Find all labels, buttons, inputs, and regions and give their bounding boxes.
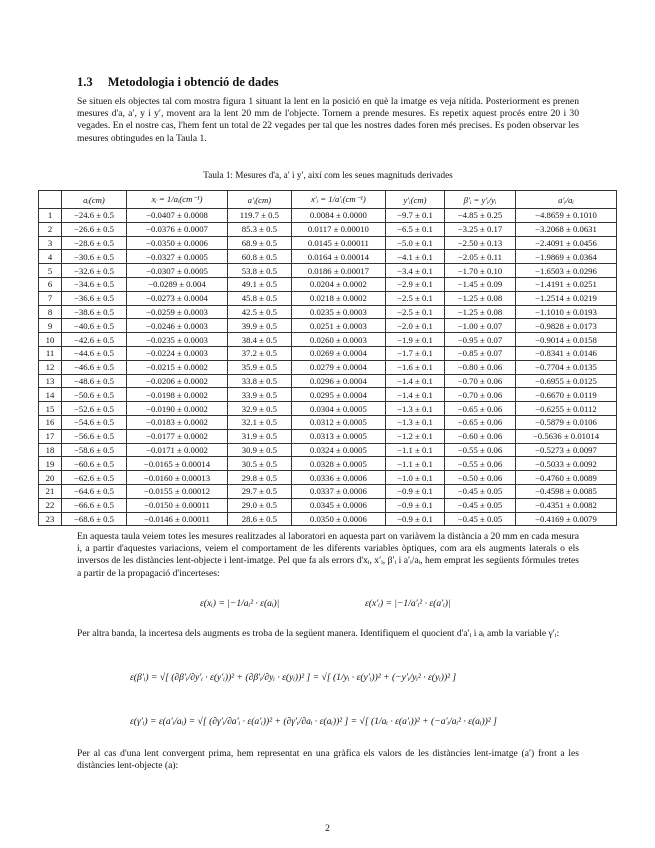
- table-cell: −1.70 ± 0.10: [444, 264, 515, 278]
- table-row: [39, 388, 617, 402]
- row-index-cell: 20: [39, 471, 62, 485]
- table-cell: 0.0279 ± 0.0004: [291, 360, 385, 374]
- table-cell: −0.55 ± 0.06: [444, 457, 515, 471]
- table-row: [39, 346, 617, 360]
- row-index-cell: 7: [39, 291, 62, 305]
- table-cell: −4.8659 ± 0.1010: [515, 209, 616, 223]
- table-cell: 0.0312 ± 0.0005: [291, 415, 385, 429]
- table-cell: −0.0160 ± 0.00013: [127, 471, 228, 485]
- table-cell: −0.9014 ± 0.0158: [515, 333, 616, 347]
- table-cell: −0.9828 ± 0.0173: [515, 319, 616, 333]
- table-cell: −2.4091 ± 0.0456: [515, 236, 616, 250]
- section-heading: [77, 75, 279, 90]
- table-cell: 85.3 ± 0.5: [227, 222, 291, 236]
- table-cell: −0.0407 ± 0.0008: [127, 209, 228, 223]
- table-row: [39, 484, 617, 498]
- table-cell: 33.9 ± 0.5: [227, 388, 291, 402]
- table-cell: −1.4191 ± 0.0251: [515, 277, 616, 291]
- table-cell: −0.7704 ± 0.0135: [515, 360, 616, 374]
- table-cell: −24.6 ± 0.5: [62, 209, 127, 223]
- table-header-row: [39, 191, 617, 209]
- table-cell: −4.1 ± 0.1: [385, 250, 444, 264]
- table-cell: −1.0 ± 0.1: [385, 471, 444, 485]
- row-index-cell: 9: [39, 319, 62, 333]
- table-cell: −2.50 ± 0.13: [444, 236, 515, 250]
- row-index-cell: 2: [39, 222, 62, 236]
- page-number: 2: [325, 823, 330, 834]
- table-cell: −0.6255 ± 0.0112: [515, 402, 616, 416]
- column-header: xᵢ = 1/aᵢ(cm⁻¹): [127, 191, 228, 209]
- table-cell: −1.25 ± 0.08: [444, 305, 515, 319]
- row-index-cell: 22: [39, 498, 62, 512]
- table-cell: −0.65 ± 0.06: [444, 415, 515, 429]
- row-index-cell: 8: [39, 305, 62, 319]
- table-cell: −2.5 ± 0.1: [385, 291, 444, 305]
- section-number: 1.3: [77, 75, 93, 89]
- table-cell: 0.0324 ± 0.0005: [291, 443, 385, 457]
- table-cell: 30.9 ± 0.5: [227, 443, 291, 457]
- table-cell: 28.6 ± 0.5: [227, 512, 291, 526]
- table-cell: −0.0155 ± 0.00012: [127, 484, 228, 498]
- table-cell: −34.6 ± 0.5: [62, 277, 127, 291]
- table-cell: −2.05 ± 0.11: [444, 250, 515, 264]
- table-cell: −1.1 ± 0.1: [385, 443, 444, 457]
- table-cell: 119.7 ± 0.5: [227, 209, 291, 223]
- table-row: [39, 512, 617, 526]
- table-cell: −1.00 ± 0.07: [444, 319, 515, 333]
- table-cell: −2.5 ± 0.1: [385, 305, 444, 319]
- table-cell: −0.5273 ± 0.0097: [515, 443, 616, 457]
- table-row: [39, 333, 617, 347]
- table-cell: −0.6670 ± 0.0119: [515, 388, 616, 402]
- row-index-cell: 4: [39, 250, 62, 264]
- row-index-cell: 23: [39, 512, 62, 526]
- table-cell: −3.25 ± 0.17: [444, 222, 515, 236]
- table-cell: −3.4 ± 0.1: [385, 264, 444, 278]
- table-cell: −46.6 ± 0.5: [62, 360, 127, 374]
- row-index-cell: 3: [39, 236, 62, 250]
- table-cell: −0.45 ± 0.05: [444, 498, 515, 512]
- table-cell: −0.0165 ± 0.00014: [127, 457, 228, 471]
- table-cell: −1.25 ± 0.08: [444, 291, 515, 305]
- column-header: a′ᵢ(cm): [227, 191, 291, 209]
- table-cell: −0.0177 ± 0.0002: [127, 429, 228, 443]
- table-cell: −1.1 ± 0.1: [385, 457, 444, 471]
- table-cell: −0.0183 ± 0.0002: [127, 415, 228, 429]
- table-cell: −40.6 ± 0.5: [62, 319, 127, 333]
- table-cell: −68.6 ± 0.5: [62, 512, 127, 526]
- table-cell: −32.6 ± 0.5: [62, 264, 127, 278]
- table-cell: −0.0259 ± 0.0003: [127, 305, 228, 319]
- intro-paragraph: Se situen els objectes tal com mostra figura 1 situant la lent en la posició en què la imatge es veja nítida. Posteriorment es prenen mesures d'a, a′, y i y′, movent ara la lent 20 mm de l'objecte. Tornem a prende mesures. Es repetix aquest procés entre 20 i 30 vegades. En el nostre cas, l'hem fent un total de 22 vegades per tal que les nostres dades foren més precises. Es poden observar les mesures obtingudes en la Taula 1.: [77, 96, 579, 144]
- table-cell: −0.60 ± 0.06: [444, 429, 515, 443]
- table-row: [39, 277, 617, 291]
- table-cell: 35.9 ± 0.5: [227, 360, 291, 374]
- table-cell: −0.0215 ± 0.0002: [127, 360, 228, 374]
- table-cell: 60.8 ± 0.5: [227, 250, 291, 264]
- formula-error-gamma: ε(γ′ᵢ) = ε(a′ᵢ/aᵢ) = √[ (∂γ′ᵢ/∂a′ᵢ · ε(a′ᵢ))² + (∂γ′ᵢ/∂aᵢ · ε(aᵢ))² ] = √[ (1/aᵢ · ε(a′ᵢ))² + (−a′ᵢ/aᵢ² · ε(aᵢ))² ]: [130, 716, 497, 727]
- table-cell: 0.0304 ± 0.0005: [291, 402, 385, 416]
- table-cell: 29.8 ± 0.5: [227, 471, 291, 485]
- table-cell: −36.6 ± 0.5: [62, 291, 127, 305]
- table-row: [39, 471, 617, 485]
- measurements-table: [38, 190, 617, 526]
- table-row: [39, 209, 617, 223]
- table-cell: 0.0084 ± 0.0000: [291, 209, 385, 223]
- table-cell: −0.0307 ± 0.0005: [127, 264, 228, 278]
- table-cell: −0.9 ± 0.1: [385, 498, 444, 512]
- table-cell: −0.0246 ± 0.0003: [127, 319, 228, 333]
- row-index-cell: 21: [39, 484, 62, 498]
- table-cell: −0.0190 ± 0.0002: [127, 402, 228, 416]
- table-cell: −30.6 ± 0.5: [62, 250, 127, 264]
- row-index-cell: 11: [39, 346, 62, 360]
- table-cell: −0.45 ± 0.05: [444, 512, 515, 526]
- table-cell: −42.6 ± 0.5: [62, 333, 127, 347]
- table-cell: −26.6 ± 0.5: [62, 222, 127, 236]
- graph-paragraph: Per al cas d'una lent convergent prima, hem representat en una gràfica els valors de les distàncies lent-imatge (a′) front a les distàncies lent-objecte (a):: [77, 748, 579, 772]
- table-cell: −2.9 ± 0.1: [385, 277, 444, 291]
- row-index-cell: 19: [39, 457, 62, 471]
- table-cell: 49.1 ± 0.5: [227, 277, 291, 291]
- table-cell: −0.55 ± 0.06: [444, 443, 515, 457]
- table-cell: −58.6 ± 0.5: [62, 443, 127, 457]
- table-cell: 0.0336 ± 0.0006: [291, 471, 385, 485]
- row-index-cell: 15: [39, 402, 62, 416]
- table-cell: −0.9 ± 0.1: [385, 484, 444, 498]
- table-cell: −1.3 ± 0.1: [385, 415, 444, 429]
- table-cell: −0.4351 ± 0.0082: [515, 498, 616, 512]
- table-row: [39, 415, 617, 429]
- table-row: [39, 319, 617, 333]
- row-index-cell: 13: [39, 374, 62, 388]
- column-header: a′ᵢ/aᵢ: [515, 191, 616, 209]
- table-cell: −4.85 ± 0.25: [444, 209, 515, 223]
- table-cell: −1.45 ± 0.09: [444, 277, 515, 291]
- table-cell: −54.6 ± 0.5: [62, 415, 127, 429]
- table-cell: 0.0328 ± 0.0005: [291, 457, 385, 471]
- table-cell: −0.50 ± 0.06: [444, 471, 515, 485]
- table-cell: −0.70 ± 0.06: [444, 374, 515, 388]
- table-cell: 0.0337 ± 0.0006: [291, 484, 385, 498]
- table-cell: −3.2068 ± 0.0631: [515, 222, 616, 236]
- table-cell: 37.2 ± 0.5: [227, 346, 291, 360]
- table-cell: −1.3 ± 0.1: [385, 402, 444, 416]
- table-row: [39, 374, 617, 388]
- table-cell: 0.0269 ± 0.0004: [291, 346, 385, 360]
- table-cell: 0.0345 ± 0.0006: [291, 498, 385, 512]
- table-cell: −1.9 ± 0.1: [385, 333, 444, 347]
- table-row: [39, 264, 617, 278]
- table-cell: −1.4 ± 0.1: [385, 374, 444, 388]
- section-title-text: Metodologia i obtenció de dades: [107, 75, 279, 89]
- table-cell: −0.0198 ± 0.0002: [127, 388, 228, 402]
- table-cell: −0.0150 ± 0.00011: [127, 498, 228, 512]
- row-index-cell: 5: [39, 264, 62, 278]
- table-cell: −0.4169 ± 0.0079: [515, 512, 616, 526]
- table-cell: 0.0164 ± 0.00014: [291, 250, 385, 264]
- table-row: [39, 250, 617, 264]
- table-cell: −0.0224 ± 0.0003: [127, 346, 228, 360]
- table-row: [39, 291, 617, 305]
- table-cell: −0.80 ± 0.06: [444, 360, 515, 374]
- table-cell: −28.6 ± 0.5: [62, 236, 127, 250]
- table-cell: 0.0260 ± 0.0003: [291, 333, 385, 347]
- table-cell: −1.6503 ± 0.0296: [515, 264, 616, 278]
- table-cell: −0.5033 ± 0.0092: [515, 457, 616, 471]
- augments-paragraph: Per altra banda, la incertesa dels augments es troba de la següent manera. Identifiquem el quocient d'a′ᵢ i aᵢ amb la variable γ′ᵢ:: [77, 628, 560, 639]
- formula-error-beta: ε(β′ᵢ) = √[ (∂β′ᵢ/∂y′ᵢ · ε(y′ᵢ))² + (∂β′ᵢ/∂yᵢ · ε(yᵢ))² ] = √[ (1/yᵢ · ε(y′ᵢ))² + (−y′ᵢ/yᵢ² · ε(yᵢ))² ]: [130, 672, 457, 683]
- table-cell: −0.70 ± 0.06: [444, 388, 515, 402]
- table-row: [39, 236, 617, 250]
- table-cell: −0.0171 ± 0.0002: [127, 443, 228, 457]
- table-cell: −2.0 ± 0.1: [385, 319, 444, 333]
- table-cell: −0.9 ± 0.1: [385, 512, 444, 526]
- table-cell: 42.5 ± 0.5: [227, 305, 291, 319]
- table-cell: −0.0146 ± 0.00011: [127, 512, 228, 526]
- row-index-cell: 18: [39, 443, 62, 457]
- table-cell: 0.0350 ± 0.0006: [291, 512, 385, 526]
- table-cell: −64.6 ± 0.5: [62, 484, 127, 498]
- table-row: [39, 305, 617, 319]
- table-cell: −60.6 ± 0.5: [62, 457, 127, 471]
- table-cell: −50.6 ± 0.5: [62, 388, 127, 402]
- table-cell: −1.2 ± 0.1: [385, 429, 444, 443]
- table-cell: −0.0376 ± 0.0007: [127, 222, 228, 236]
- table-cell: 0.0204 ± 0.0002: [291, 277, 385, 291]
- table-cell: 33.8 ± 0.5: [227, 374, 291, 388]
- table-cell: −0.0327 ± 0.0005: [127, 250, 228, 264]
- table-cell: −62.6 ± 0.5: [62, 471, 127, 485]
- table-caption: Taula 1: Mesures d'a, a′ i y′, així com les seues magnituds derivades: [203, 170, 453, 180]
- table-cell: −0.0289 ± 0.004: [127, 277, 228, 291]
- discussion-paragraph: En aquesta taula veiem totes les mesures realitzades al laboratori en aquesta part on variàvem la distància a 20 mm en cada mesura i, a partir d'aquestes variacions, veiem el comportament de les diferents variables òptiques, com ara els augments laterals o els inversos de les distàncies lent-objecte i lent-imatge. Pel que fa als errors d'xᵢ, x′ᵢ, β′ᵢ i a′ᵢ/aᵢ, hem emprat les següents fórmules tretes a partir de la propagació d'incerteses:: [77, 531, 579, 579]
- table-cell: 29.7 ± 0.5: [227, 484, 291, 498]
- column-header: aᵢ(cm): [62, 191, 127, 209]
- table-row: [39, 457, 617, 471]
- table-cell: −1.6 ± 0.1: [385, 360, 444, 374]
- table-row: [39, 360, 617, 374]
- table-cell: −1.4 ± 0.1: [385, 388, 444, 402]
- table-cell: −0.4760 ± 0.0089: [515, 471, 616, 485]
- table-cell: 30.5 ± 0.5: [227, 457, 291, 471]
- table-row: [39, 402, 617, 416]
- row-index-cell: 10: [39, 333, 62, 347]
- table-row: [39, 429, 617, 443]
- table-cell: 29.0 ± 0.5: [227, 498, 291, 512]
- table-cell: 53.8 ± 0.5: [227, 264, 291, 278]
- table-cell: −0.0350 ± 0.0006: [127, 236, 228, 250]
- table-cell: −56.6 ± 0.5: [62, 429, 127, 443]
- column-header: β′ᵢ = y′ᵢ/yᵢ: [444, 191, 515, 209]
- table-cell: −0.65 ± 0.06: [444, 402, 515, 416]
- table-cell: −5.0 ± 0.1: [385, 236, 444, 250]
- table-cell: 0.0295 ± 0.0004: [291, 388, 385, 402]
- table-row: [39, 498, 617, 512]
- table-cell: −1.1010 ± 0.0193: [515, 305, 616, 319]
- table-cell: −0.5879 ± 0.0106: [515, 415, 616, 429]
- table-cell: −1.9869 ± 0.0364: [515, 250, 616, 264]
- table-cell: −0.0273 ± 0.0004: [127, 291, 228, 305]
- table-cell: −52.6 ± 0.5: [62, 402, 127, 416]
- row-index-cell: 14: [39, 388, 62, 402]
- table-cell: −0.6955 ± 0.0125: [515, 374, 616, 388]
- table-cell: 45.8 ± 0.5: [227, 291, 291, 305]
- table-cell: 32.9 ± 0.5: [227, 402, 291, 416]
- table-cell: 31.9 ± 0.5: [227, 429, 291, 443]
- table-cell: −0.5636 ± 0.01014: [515, 429, 616, 443]
- table-cell: −0.85 ± 0.07: [444, 346, 515, 360]
- table-cell: −0.4598 ± 0.0085: [515, 484, 616, 498]
- table-cell: 0.0313 ± 0.0005: [291, 429, 385, 443]
- table-cell: −6.5 ± 0.1: [385, 222, 444, 236]
- row-index-cell: 17: [39, 429, 62, 443]
- table-cell: −0.45 ± 0.05: [444, 484, 515, 498]
- table-cell: −9.7 ± 0.1: [385, 209, 444, 223]
- column-header: x′ᵢ = 1/a′ᵢ(cm⁻¹): [291, 191, 385, 209]
- table-cell: 0.0218 ± 0.0002: [291, 291, 385, 305]
- table-cell: 39.9 ± 0.5: [227, 319, 291, 333]
- column-header: y′ᵢ(cm): [385, 191, 444, 209]
- column-header: [39, 191, 62, 209]
- formula-error-x-prime: ε(x′ᵢ) = |−1/a′ᵢ² · ε(a′ᵢ)|: [365, 598, 451, 609]
- table-row: [39, 443, 617, 457]
- table-cell: −0.0235 ± 0.0003: [127, 333, 228, 347]
- table-cell: −38.6 ± 0.5: [62, 305, 127, 319]
- table-cell: −0.8341 ± 0.0146: [515, 346, 616, 360]
- table-cell: 0.0251 ± 0.0003: [291, 319, 385, 333]
- table-cell: −48.6 ± 0.5: [62, 374, 127, 388]
- table-cell: 0.0296 ± 0.0004: [291, 374, 385, 388]
- row-index-cell: 1: [39, 209, 62, 223]
- row-index-cell: 6: [39, 277, 62, 291]
- table-cell: −44.6 ± 0.5: [62, 346, 127, 360]
- table-cell: −1.2514 ± 0.0219: [515, 291, 616, 305]
- table-cell: −1.7 ± 0.1: [385, 346, 444, 360]
- formula-error-x: ε(xᵢ) = |−1/aᵢ² · ε(aᵢ)|: [200, 598, 280, 609]
- table-cell: −66.6 ± 0.5: [62, 498, 127, 512]
- table-cell: 0.0145 ± 0.00011: [291, 236, 385, 250]
- table-cell: −0.95 ± 0.07: [444, 333, 515, 347]
- table-cell: 0.0235 ± 0.0003: [291, 305, 385, 319]
- table-cell: 32.1 ± 0.5: [227, 415, 291, 429]
- table-cell: −0.0206 ± 0.0002: [127, 374, 228, 388]
- table-cell: 38.4 ± 0.5: [227, 333, 291, 347]
- table-row: [39, 222, 617, 236]
- row-index-cell: 16: [39, 415, 62, 429]
- table-cell: 0.0186 ± 0.00017: [291, 264, 385, 278]
- table-cell: 68.9 ± 0.5: [227, 236, 291, 250]
- table-cell: 0.0117 ± 0.00010: [291, 222, 385, 236]
- row-index-cell: 12: [39, 360, 62, 374]
